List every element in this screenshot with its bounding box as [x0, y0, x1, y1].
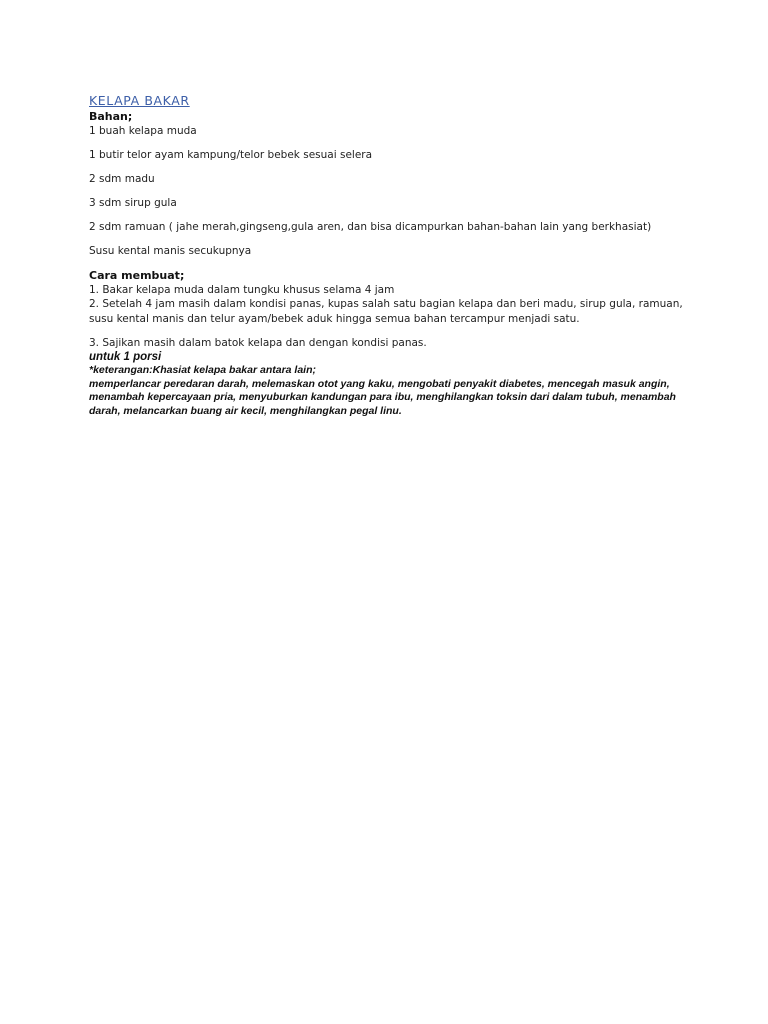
ingredients-heading: Bahan; — [89, 110, 133, 123]
notes-body: memperlancar peredaran darah, melemaskan otot yang kaku, mengobati penyakit diabetes, mencegah masuk angin, menambah kepercayaan pria, menyuburkan kandungan para ibu, menghilangkan toksin dari dalam tubuh, menambah darah, melancarkan buang air kecil, menghilangkan pegal linu. — [89, 377, 676, 417]
page-title: KELAPA BAKAR — [89, 93, 190, 108]
ingredient-item: 2 sdm madu — [89, 173, 155, 185]
ingredient-item: 1 buah kelapa muda — [89, 125, 197, 137]
method-step: 1. Bakar kelapa muda dalam tungku khusus selama 4 jam — [89, 284, 395, 296]
notes-heading: *keterangan:Khasiat kelapa bakar antara lain; — [89, 364, 317, 376]
method-step: 3. Sajikan masih dalam batok kelapa dan dengan kondisi panas. — [89, 337, 427, 349]
ingredient-item: 1 butir telor ayam kampung/telor bebek sesuai selera — [89, 149, 373, 161]
ingredient-item: Susu kental manis secukupnya — [89, 245, 252, 257]
ingredient-item: 3 sdm sirup gula — [89, 197, 177, 209]
ingredient-item: 2 sdm ramuan ( jahe merah,gingseng,gula aren, dan bisa dicampurkan bahan-bahan lain yang berkhasiat) — [89, 221, 652, 233]
serving-note: untuk 1 porsi — [89, 351, 162, 363]
recipe-document — [89, 93, 689, 418]
method-heading: Cara membuat; — [89, 269, 185, 282]
method-step: 2. Setelah 4 jam masih dalam kondisi panas, kupas salah satu bagian kelapa dan beri madu, sirup gula, ramuan, susu kental manis dan telur ayam/bebek aduk hingga semua bahan tercampur menjadi satu. — [89, 298, 683, 325]
